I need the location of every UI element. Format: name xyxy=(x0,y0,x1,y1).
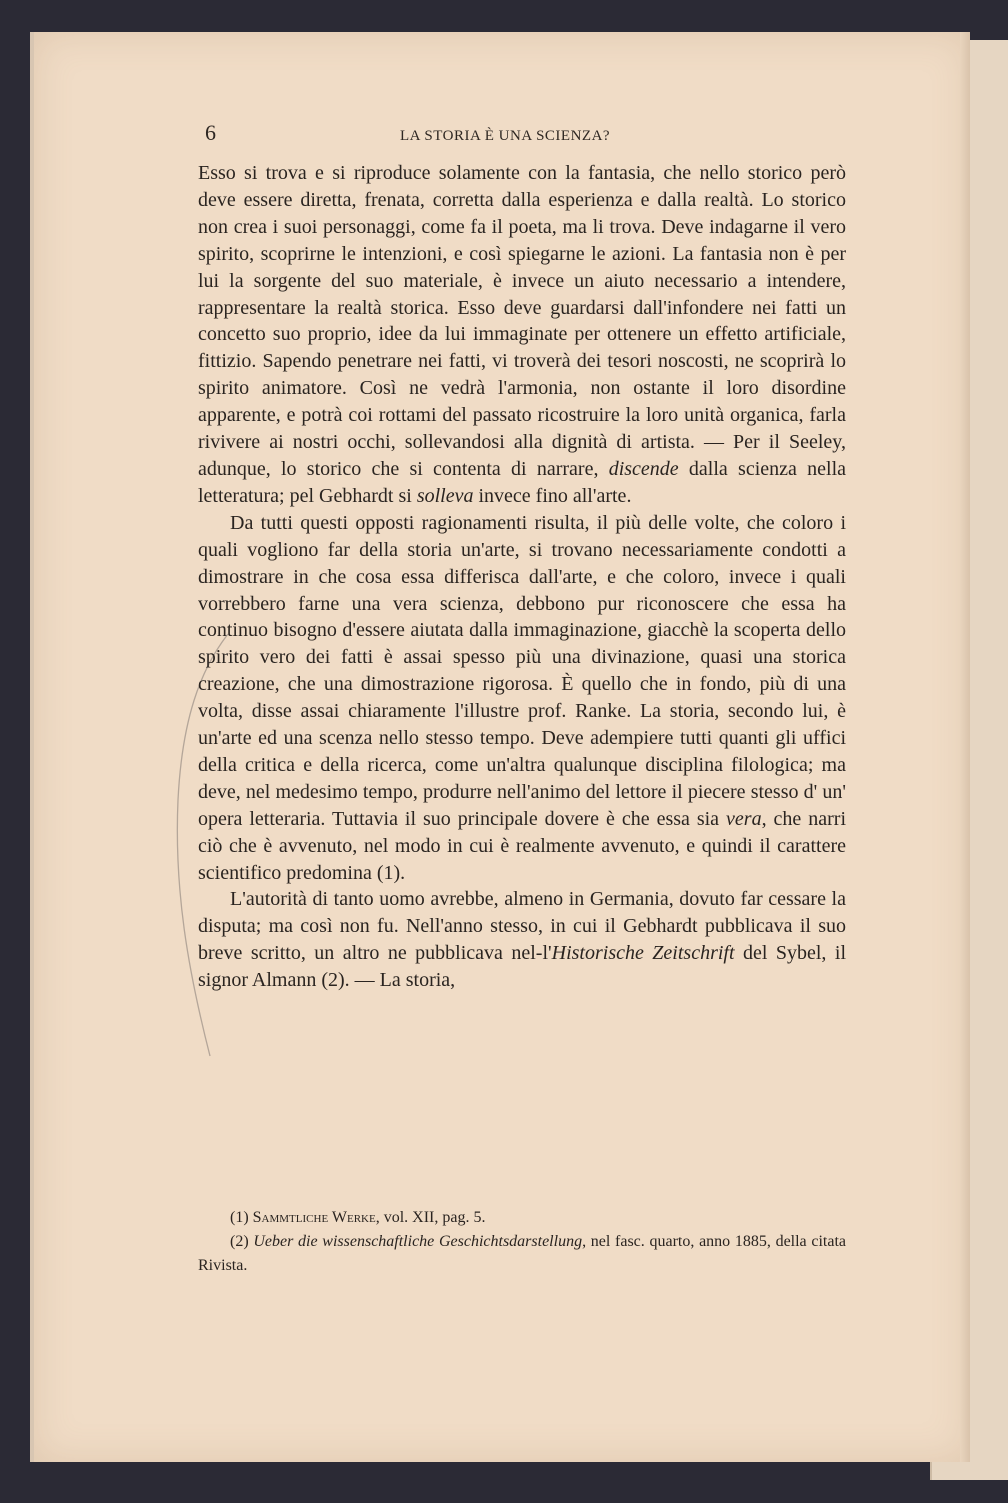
footnote-1-marker: (1) xyxy=(230,1209,249,1226)
footnote-2-rest: , nel fasc. quarto, anno 1885, della citata Rivista. xyxy=(198,1233,847,1274)
paragraph-1-text-b: dalla scienza nella letteratura; pel Gebhardt si xyxy=(198,457,846,507)
emphasis-solleva: solleva xyxy=(416,484,474,507)
paragraph-2-text-a: Da tutti questi opposti ragionamenti risulta, il più delle volte, che coloro i quali vogliono far della storia un'arte, si trovano necessariamente condotti a dimostrare in che cosa essa differisca dall'arte, e che coloro, invece i quali vorrebbero farne una vera scienza, debbono pur riconoscere che essa ha continuo bisogno d'essere aiutata dalla immaginazione, giacchè la scoperta dello spirito vero dei fatti è assai spesso più una divinazione, quasi una storica creazione, che una dimostrazione rigorosa. È quello che in fondo, più di una volta, disse assai chiaramente l'illustre prof. Ranke. La storia, secondo lui, è un'arte ed una scenza nello stesso tempo. Deve adempiere tutti quanti gli uffici della critica e della ricerca, come un'altra qualunque disciplina filologica; ma deve, nel medesimo tempo, produrre nell'animo del lettore il piecere stesso d' un' opera letteraria. Tuttavia il suo principale dovere è che essa sia xyxy=(198,511,846,830)
footnote-1-work: Sammtliche Werke xyxy=(252,1209,376,1226)
page-header xyxy=(205,120,845,150)
main-text xyxy=(198,160,846,994)
footnote-2 xyxy=(198,1230,846,1278)
footnote-1 xyxy=(198,1206,846,1230)
paragraph-3-text-a: L'autorità di tanto uomo avrebbe, almeno in Germania, dovuto far cessare la disputa; ma così non fu. Nell'anno stesso, in cui il Gebhardt pubblicava il suo breve scritto, un altro ne pubblicava nel-l' xyxy=(198,888,846,965)
paragraph-3-text-b: del Sybel, il signor Almann (2). — La storia, xyxy=(198,942,847,992)
paragraph-1 xyxy=(198,160,846,510)
emphasis-discende: discende xyxy=(608,457,679,480)
footnote-2-marker: (2) xyxy=(230,1233,249,1250)
paragraph-1-text-a: Esso si trova e si riproduce solamente con la fantasia, che nello storico però deve essere diretta, frenata, corretta dalla esperienza e dalla realtà. Lo storico non crea i suoi personaggi, come fa il poeta, ma li trova. Deve indagarne il vero spirito, scoprirne le intenzioni, e così spiegarne le azioni. La fantasia non è per lui la sorgente del suo materiale, è invece un aiuto necessario a intendere, rappresentare la realtà storica. Esso deve guardarsi dall'infondere nei fatti un concetto suo proprio, idee da lui immaginate per ottenere un effetto artificiale, fittizio. Sapendo penetrare nei fatti, vi troverà dei tesori noscosti, ne scoprirà lo spirito animatore. Così ne vedrà l'armonia, non ostante il loro disordine apparente, e potrà coi rottami del passato ricostruire la loro unità organica, farla rivivere ai nostri occhi, sollevandosi alla dignità di artista. — Per il Seeley, adunque, lo storico che si contenta di narrare, xyxy=(198,162,846,480)
emphasis-vera: vera xyxy=(726,807,762,830)
footnotes xyxy=(198,1206,846,1278)
paragraph-2 xyxy=(198,510,846,887)
paragraph-2-text-b: , che narri ciò che è avvenuto, nel modo in cui è realmente avvenuto, e quindi il carattere scientifico predomina (1). xyxy=(198,807,847,884)
paragraph-3 xyxy=(198,886,846,994)
page-number: 6 xyxy=(205,120,216,145)
paragraph-1-text-c: invece fino all'arte. xyxy=(473,484,632,507)
footnote-1-rest: , vol. XII, pag. 5. xyxy=(375,1209,486,1226)
page-gutter xyxy=(960,32,970,1462)
running-title: LA STORIA È UNA SCIENZA? xyxy=(400,128,611,144)
emphasis-journal-title: Historische Zeitschrift xyxy=(551,942,735,965)
footnote-2-title: Ueber die wissenschaftliche Geschichtsdarstellung xyxy=(253,1233,583,1250)
